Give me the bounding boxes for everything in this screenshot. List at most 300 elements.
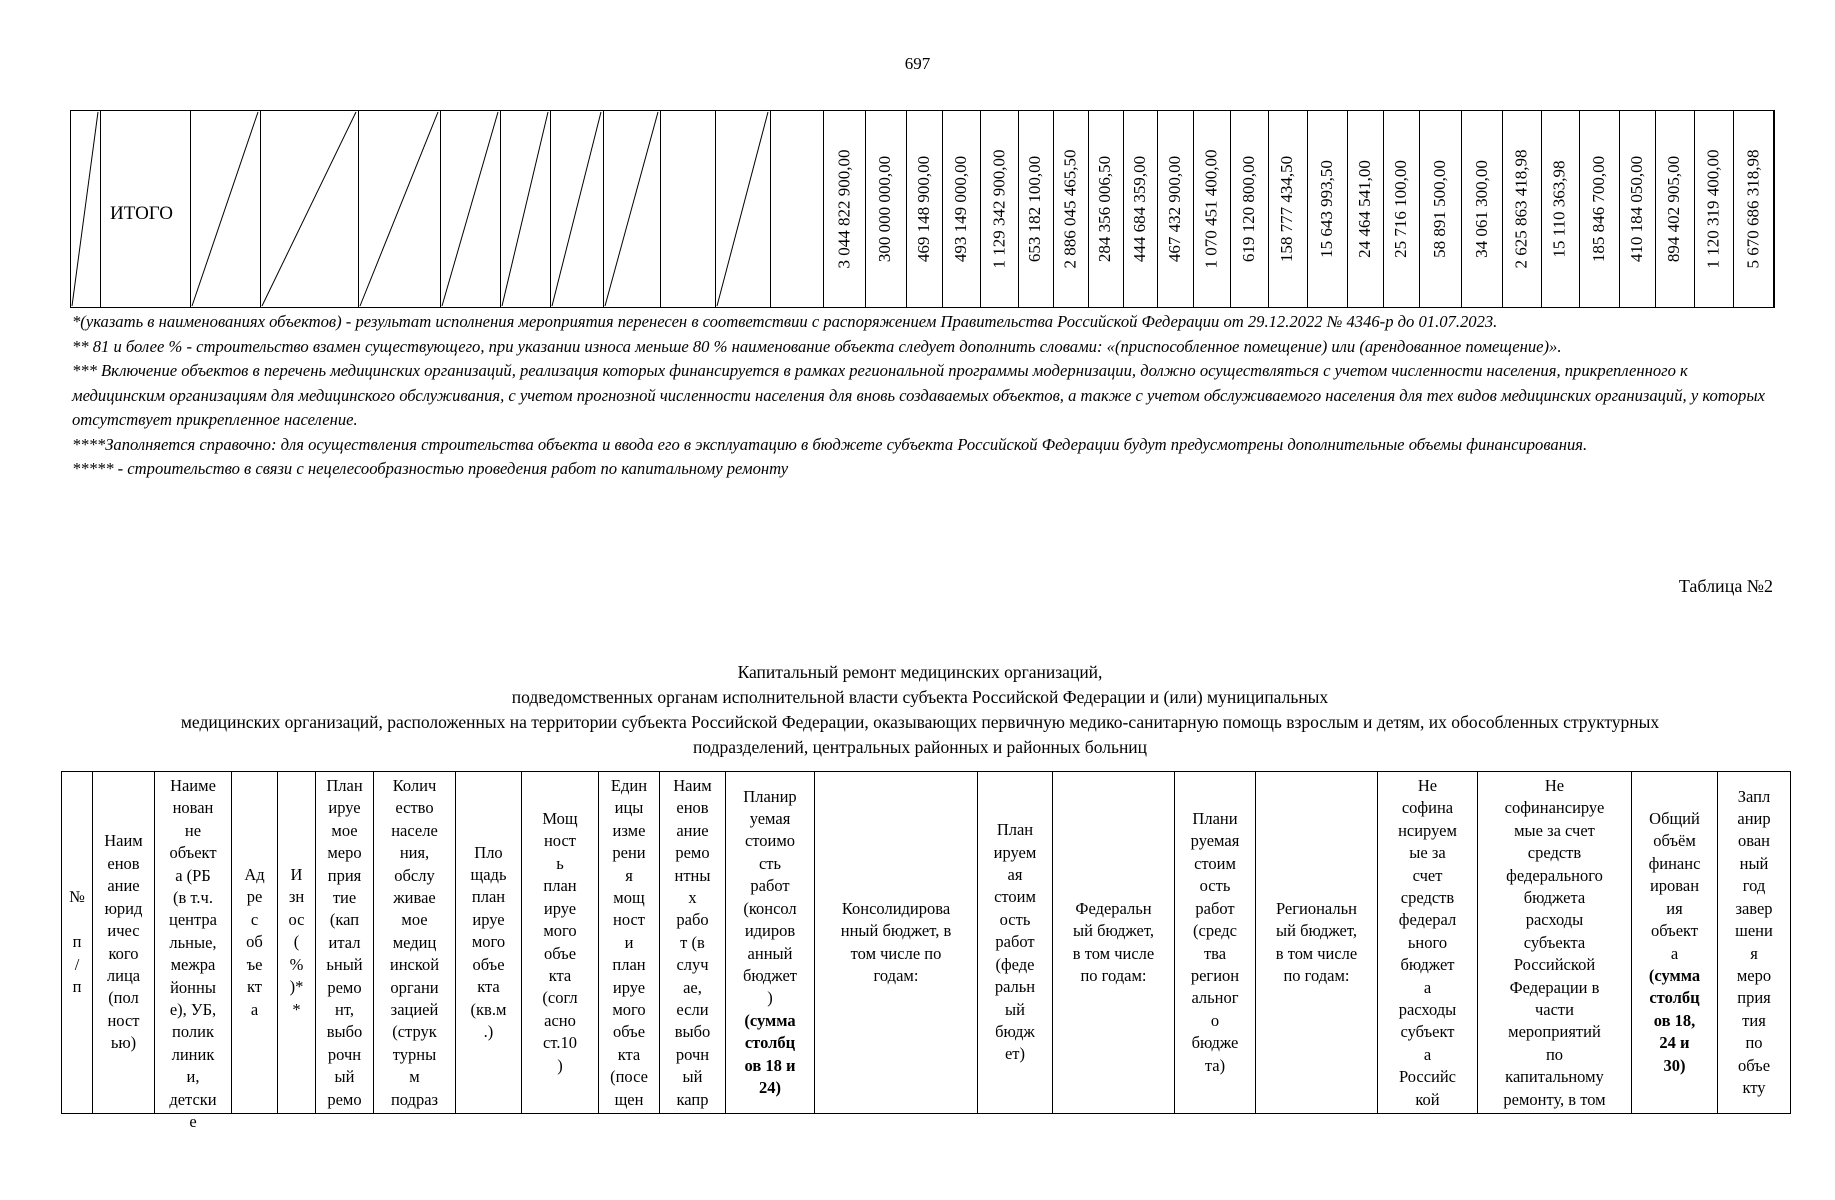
- header-text-line: ируе: [612, 977, 646, 997]
- header-text-line: (согл: [542, 988, 578, 1008]
- header-text-line: инской: [389, 955, 440, 975]
- header-text-line-bold: ов 18 и: [744, 1055, 796, 1075]
- header-text-line: населе: [391, 820, 438, 840]
- header-text-line: федерального: [1506, 865, 1603, 885]
- header-text-line: по: [1545, 1044, 1564, 1064]
- total-value: 15 643 993,50: [1317, 160, 1336, 258]
- total-value-cell: [1157, 110, 1193, 308]
- header-text-line: план: [471, 887, 506, 907]
- total-value-cell: [823, 110, 865, 308]
- header-text-line: Не: [1544, 776, 1565, 795]
- header-text-line: объе: [543, 943, 577, 963]
- header-text-line: ): [557, 1055, 563, 1075]
- header-text-line: прия: [1737, 988, 1771, 1008]
- header-text-line: ый бюджет,: [1276, 921, 1357, 941]
- total-value: 15 110 363,98: [1550, 160, 1569, 258]
- total-value: 284 356 006,50: [1095, 155, 1115, 263]
- header-text-line: мого: [543, 921, 577, 941]
- total-value-cell: [980, 110, 1018, 308]
- header-text-line: тва: [1203, 943, 1227, 963]
- empty-cell-slash: [262, 112, 356, 306]
- header-text-line: ый: [1005, 999, 1025, 1019]
- header-text-line: енов: [676, 798, 709, 818]
- header-text-line: Колич: [392, 776, 437, 795]
- header-text-line: бюдж: [995, 1021, 1035, 1041]
- header-column: [599, 772, 660, 1113]
- header-column: [1718, 772, 1790, 1113]
- header-text-line: объе: [1737, 1055, 1771, 1075]
- header-text-line: ируем: [993, 842, 1037, 862]
- header-text-line: №: [69, 887, 85, 907]
- header-text-line: капитальному: [1505, 1067, 1604, 1087]
- header-text-line: ремо: [327, 977, 362, 997]
- header-text-line: План: [996, 820, 1034, 840]
- header-column: [62, 772, 93, 1113]
- header-text-line: т (в: [680, 932, 705, 952]
- header-text-line: Не: [1417, 776, 1438, 795]
- empty-cell-slash: [72, 112, 98, 306]
- header-text-line: ичес: [107, 921, 140, 941]
- header-text-line: (пол: [108, 988, 139, 1008]
- empty-cell-slash: [717, 112, 768, 306]
- total-value: 300 000 000,00: [875, 155, 895, 263]
- header-text-line: План: [326, 776, 363, 795]
- header-text-line: год: [1742, 876, 1766, 896]
- total-value: 1 129 342 900,00: [989, 149, 1008, 269]
- header-text-line: нт,: [335, 1000, 354, 1020]
- total-value-cell: [1383, 110, 1419, 308]
- header-text-line: ност: [107, 1010, 140, 1030]
- header-column: [1256, 772, 1378, 1113]
- header-text-line: щадь: [470, 865, 507, 885]
- total-value: 493 149 000,00: [951, 155, 970, 263]
- header-text-line: план: [543, 876, 577, 896]
- header-text-line: зацией: [390, 1000, 439, 1020]
- header-text-line: расходы: [1398, 1000, 1457, 1020]
- title-line: медицинских организаций, расположенных на территории субъекта Российской Федерации, оказывающих первичную медико-санитарную помощь взрослым и детям, их обособленных структурных: [180, 712, 1660, 732]
- header-text-line: ован: [1738, 831, 1770, 851]
- header-text-line: по: [1745, 1033, 1763, 1053]
- header-column: [1632, 772, 1718, 1113]
- header-text-line: [69, 909, 85, 931]
- header-text-line: мое: [401, 910, 428, 930]
- header-column: [374, 772, 456, 1113]
- header-text-line: Консолидирова: [841, 898, 951, 918]
- table-title: [70, 660, 1770, 760]
- total-value: 24 464 541,00: [1355, 160, 1374, 258]
- total-value-cell: [1347, 110, 1383, 308]
- header-text-line: юрид: [104, 898, 143, 918]
- total-value: 467 432 900,00: [1165, 155, 1184, 263]
- title-line: подразделений, центральных районных и районных больниц: [692, 737, 1148, 757]
- header-text-line: том числе по: [850, 943, 942, 963]
- header-text-line: органи: [390, 977, 439, 997]
- header-text-line-bold: 24 и: [1659, 1033, 1690, 1053]
- header-column: [1175, 772, 1256, 1113]
- header-text-line: регион: [1190, 965, 1240, 985]
- header-text-line: мероприятий: [1508, 1022, 1601, 1042]
- header-text-line: а (РБ: [175, 865, 211, 885]
- header-text-line: капр: [676, 1089, 709, 1109]
- total-value: 2 886 045 465,50: [1060, 149, 1080, 269]
- total-value: 653 182 100,00: [1025, 155, 1045, 263]
- header-text-line: кта: [477, 977, 500, 997]
- header-text-line: Плани: [1192, 809, 1238, 829]
- header-text-line: итал: [328, 932, 361, 952]
- empty-cell-slash: [605, 112, 658, 306]
- header-column: [155, 772, 232, 1132]
- total-value: 2 625 863 418,98: [1511, 149, 1531, 269]
- total-value-cell: [1307, 110, 1347, 308]
- header-text-line: кого: [108, 943, 139, 963]
- page-number: 697: [904, 54, 931, 73]
- header-text-line: Российской: [1513, 955, 1596, 975]
- header-text-line: меро: [1736, 965, 1772, 985]
- header-text-line: ральн: [994, 977, 1036, 997]
- total-value-cell: [1088, 110, 1123, 308]
- header-column: [815, 772, 978, 1113]
- header-text-line: ный: [1739, 853, 1769, 873]
- header-text-line: межра: [170, 955, 216, 975]
- header-text-line: случ: [676, 955, 709, 975]
- header-text-line: подраз: [390, 1089, 439, 1109]
- header-text-line: ет): [1004, 1044, 1025, 1064]
- header-text-line: о: [1210, 1010, 1220, 1030]
- header-text-line: ый: [334, 1067, 355, 1087]
- header-text-line: бюджет: [1400, 955, 1455, 975]
- total-value-cell: [1694, 110, 1733, 308]
- header-text-line: мое: [331, 820, 358, 840]
- header-text-line: (консол: [743, 898, 797, 918]
- header-text-line: (кв.м: [470, 999, 507, 1019]
- total-value-cell: [1053, 110, 1088, 308]
- header-text-line: ь: [556, 853, 564, 873]
- header-column: [522, 772, 599, 1113]
- header-text-line: мого: [612, 1000, 646, 1020]
- header-text-line: ремонту, в том: [1503, 1089, 1606, 1109]
- footnote-2: ** 81 и более % - строительство взамен существующего, при указании износа меньше 80 % наименование объекта следует дополнить словами: «(приспособленное помещение) или (арендованное помещение)».: [72, 336, 1562, 356]
- header-text-line: средств: [1400, 888, 1455, 908]
- header-text-line: ая: [1007, 865, 1023, 885]
- footnote-3: *** Включение объектов в перечень медицинских организаций, реализация которых финансируется в рамках региональной программы модернизации, должно осуществляться с учетом численности населения, прикрепленного к медицинским организациям для медицинского обслуживания, с учетом прогнозной численности населения для вновь создаваемых объектов, а также с учетом обслуживаемого населения для тех видов медицинских организаций, у которых отсутствует прикрепленное население.: [72, 361, 1765, 429]
- header-text-line: Пло: [474, 842, 503, 862]
- header-text-line: стоимо: [744, 831, 796, 851]
- header-text-line: льные,: [169, 932, 217, 952]
- header-column: [93, 772, 155, 1113]
- header-text-line: ество: [395, 798, 434, 818]
- header-text-line: Ад: [244, 865, 265, 885]
- total-value: 185 846 700,00: [1589, 155, 1608, 263]
- total-value: 1 120 319 400,00: [1703, 149, 1723, 269]
- header-text-line: объект: [1650, 921, 1699, 941]
- header-text-line-bold: столбц: [1649, 988, 1700, 1008]
- header-text-line: кта: [548, 965, 572, 985]
- header-text-line: ): [767, 988, 773, 1008]
- header-text-line: мощ: [613, 888, 645, 908]
- header-text-line: Региональн: [1275, 898, 1357, 918]
- empty-cell-slash: [442, 112, 498, 306]
- header-text-line: сть: [758, 853, 782, 873]
- header-text-line: бюджета: [1523, 888, 1586, 908]
- total-value-cell: [1541, 110, 1579, 308]
- header-text-line: работ: [1195, 898, 1235, 918]
- header-text-line: бюджет: [743, 965, 797, 985]
- total-value-cell: [1655, 110, 1694, 308]
- header-text-line: )*: [289, 977, 304, 997]
- header-text-line: ност: [612, 910, 646, 930]
- header-text-line-bold: столбц: [744, 1033, 796, 1053]
- header-column: [1053, 772, 1175, 1113]
- header-text-line: ремо: [327, 1089, 362, 1109]
- header-text-line: ируе: [328, 798, 361, 818]
- header-text-line: стоим: [1194, 853, 1236, 873]
- header-text-line: Планир: [743, 786, 797, 806]
- header-text-line: мого: [471, 932, 506, 952]
- total-value: 1 070 451 400,00: [1201, 149, 1221, 269]
- header-text-line-bold: (сумма: [1648, 965, 1701, 985]
- header-text-line: нсируем: [1398, 820, 1457, 840]
- empty-cell-slash: [502, 112, 548, 306]
- header-text-line: (в т.ч.: [173, 888, 213, 908]
- header-column: [978, 772, 1053, 1113]
- total-value: 410 184 050,00: [1627, 155, 1646, 263]
- header-text-line: не: [184, 820, 202, 840]
- header-text-line: линик: [171, 1044, 215, 1064]
- total-value-cell: [906, 110, 942, 308]
- header-column: [1378, 772, 1478, 1113]
- header-text-line: объе: [472, 954, 505, 974]
- header-text-line: если: [676, 1000, 709, 1020]
- header-text-line: (посе: [610, 1067, 648, 1087]
- header-text-line: ност: [543, 831, 576, 851]
- header-text-line: по годам:: [1080, 965, 1147, 985]
- header-text-line: е), УБ,: [169, 1000, 217, 1020]
- header-text-line: ос: [288, 909, 305, 929]
- total-value: 25 716 100,00: [1391, 160, 1410, 258]
- total-value: 3 044 822 900,00: [834, 149, 853, 269]
- header-text-line-bold: (сумма: [744, 1010, 796, 1030]
- header-text-line: Российс: [1398, 1067, 1457, 1087]
- header-text-line: ия: [1666, 898, 1683, 918]
- header-column: [660, 772, 726, 1113]
- header-text-line: ьного: [1407, 932, 1448, 952]
- title-line: подведомственных органам исполнительной власти субъекта Российской Федерации и (или) муниципальных: [511, 687, 1329, 707]
- total-value-cell: [1502, 110, 1541, 308]
- header-text-line: субъект: [1400, 1022, 1455, 1042]
- header-text-line: Федеральн: [1075, 898, 1152, 918]
- header-text-line: (кап: [329, 910, 360, 930]
- title-line: Капитальный ремонт медицинских организаций,: [737, 662, 1103, 682]
- header-text-line: об: [246, 932, 263, 952]
- header-column: [1478, 772, 1632, 1113]
- header-text-line: мые за счет: [1514, 820, 1595, 840]
- header-text-line: *: [292, 999, 301, 1019]
- total-value-cell: [1230, 110, 1268, 308]
- header-text-line: части: [1534, 1000, 1574, 1020]
- empty-cell-slash: [360, 112, 438, 306]
- total-value-cell: [1123, 110, 1157, 308]
- header-text-line: я: [625, 865, 633, 885]
- header-text-line: рени: [612, 843, 646, 863]
- header-text-line: софинансируе: [1504, 798, 1605, 818]
- header-text-line: бюдже: [1191, 1033, 1239, 1053]
- header-text-line: ью): [110, 1033, 137, 1053]
- header-text-line: кт: [246, 977, 262, 997]
- header-text-line: выбо: [674, 1022, 711, 1042]
- empty-cell-slash: [552, 112, 601, 306]
- total-value-cell: [1419, 110, 1461, 308]
- header-text-line: Запл: [1737, 786, 1771, 806]
- header-text-line: счет: [1412, 865, 1443, 885]
- header-text-line: е: [189, 1112, 197, 1132]
- header-text-line: йонны: [170, 977, 216, 997]
- header-text-line: турны: [392, 1044, 437, 1064]
- header-text-line: Мощ: [542, 809, 578, 829]
- header-text-line: нтны: [674, 865, 711, 885]
- header-text-line: (феде: [995, 954, 1035, 974]
- header-text-line: объём: [1653, 831, 1696, 851]
- header-text-line: софина: [1401, 798, 1454, 818]
- header-text-line: идиров: [744, 921, 796, 941]
- header-text-line: тия: [1742, 1010, 1766, 1030]
- header-text-line: ирован: [1649, 876, 1700, 896]
- totals-table: [70, 110, 1774, 308]
- header-text-line: ость: [999, 909, 1031, 929]
- header-text-line: %: [289, 954, 304, 974]
- header-text-line: м: [409, 1067, 420, 1087]
- header-text-line: ый бюджет,: [1073, 921, 1154, 941]
- header-text-line: п: [72, 977, 82, 997]
- header-text-line: Общий: [1649, 809, 1700, 829]
- header-column: [726, 772, 815, 1113]
- header-text-line-bold: 30): [1663, 1055, 1686, 1075]
- header-text-line: а: [1670, 943, 1679, 963]
- header-text-line: та): [1204, 1055, 1226, 1075]
- header-text-line: альног: [1191, 988, 1239, 1008]
- header-text-line: ируе: [472, 909, 505, 929]
- header-text-line: выбо: [326, 1022, 363, 1042]
- total-value: 34 061 300,00: [1471, 160, 1491, 258]
- header-text-line: прия: [327, 865, 362, 885]
- total-value: 158 777 434,50: [1277, 155, 1297, 263]
- header-text-line: ае,: [683, 977, 702, 997]
- header-text-line: анир: [1737, 809, 1771, 829]
- header-text-line: анный: [747, 943, 793, 963]
- header-text-line: в том числе: [1275, 943, 1358, 963]
- header-text-line: живае: [393, 888, 436, 908]
- header-text-line: с: [250, 909, 259, 929]
- header-text-line: работ: [750, 876, 790, 896]
- header-text-line: завер: [1735, 898, 1773, 918]
- header-text-line: я: [1750, 943, 1758, 963]
- header-text-line: план: [612, 955, 646, 975]
- header-text-line: И: [290, 865, 303, 885]
- total-value-cell: [865, 110, 906, 308]
- header-text-line: тие: [332, 888, 357, 908]
- header-text-line: рочн: [327, 1044, 362, 1064]
- header-text-line: федерал: [1398, 910, 1457, 930]
- header-text-line: годам:: [873, 965, 919, 985]
- header-text-line: кта: [617, 1044, 641, 1064]
- header-text-line: средств: [1527, 843, 1582, 863]
- header-text-line: рочн: [675, 1044, 710, 1064]
- header-text-line: Наим: [104, 831, 143, 851]
- header-text-line: изме: [612, 820, 646, 840]
- header-text-line: работ: [995, 932, 1035, 952]
- total-value-cell: [1461, 110, 1502, 308]
- header-text-line: по годам:: [1283, 965, 1350, 985]
- header-text-line: п: [72, 932, 82, 952]
- total-value: 5 670 686 318,98: [1743, 149, 1763, 269]
- header-text-line: ния,: [399, 843, 430, 863]
- total-value-cell: [942, 110, 980, 308]
- header-text-line: ъе: [246, 954, 263, 974]
- header-text-line: руемая: [1190, 831, 1240, 851]
- header-text-line: а: [1423, 977, 1432, 997]
- header-text-line: рабо: [676, 910, 709, 930]
- header-text-line: и,: [186, 1067, 200, 1087]
- header-text-line: асно: [544, 1010, 576, 1030]
- header-text-line: Федерации в: [1509, 977, 1600, 997]
- header-text-line: ость: [1199, 876, 1231, 896]
- header-text-line: Наим: [673, 776, 712, 795]
- header-text-line: кой: [1415, 1089, 1440, 1109]
- header-text-line: детски: [169, 1089, 217, 1109]
- header-text-line: расходы: [1525, 910, 1584, 930]
- header-text-line: центра: [169, 910, 217, 930]
- header-column: [278, 772, 316, 1113]
- header-text-line: кту: [1742, 1077, 1766, 1097]
- header-text-line: финанс: [1648, 853, 1701, 873]
- header-text-line: Един: [610, 776, 648, 795]
- header-text-line: стоим: [994, 887, 1036, 907]
- total-value: 58 891 500,00: [1430, 160, 1449, 258]
- header-text-line: (средс: [1193, 921, 1237, 941]
- header-text-line: (струк: [392, 1022, 437, 1042]
- header-text-line: а: [250, 999, 259, 1019]
- total-value-cell: [1733, 110, 1774, 308]
- total-value: 444 684 359,00: [1130, 155, 1149, 263]
- header-text-line-bold: ов 18,: [1653, 1010, 1696, 1030]
- header-text-line: шени: [1735, 921, 1773, 941]
- header-text-line: ст.10: [543, 1033, 577, 1053]
- footnote-4: ****Заполняется справочно: для осуществления строительства объекта и ввода его в эксплуатацию в бюджете субъекта Российской Федерации будут предусмотрены дополнительные объемы финансирования.: [72, 434, 1588, 454]
- header-text-line: в том числе: [1072, 943, 1155, 963]
- header-text-line: .): [483, 1021, 494, 1041]
- header-text-line: обслу: [394, 865, 435, 885]
- header-text-line: ание: [676, 820, 709, 840]
- header-text-line: ремо: [675, 843, 710, 863]
- table-number: Таблица №2: [1678, 576, 1773, 596]
- header-text-line: ре: [246, 887, 263, 907]
- footnotes: [72, 310, 1772, 482]
- header-text-line: уемая: [749, 809, 791, 829]
- total-value: 894 402 905,00: [1664, 155, 1684, 263]
- header-text-line: ицы: [614, 798, 644, 818]
- total-value: 469 148 900,00: [914, 155, 933, 263]
- header-text-line: х: [688, 888, 697, 908]
- header-text-line: объе: [612, 1022, 646, 1042]
- total-value-cell: [1579, 110, 1619, 308]
- capital-repair-table-header: [61, 771, 1791, 1132]
- header-column: [316, 772, 374, 1113]
- header-text-line: ые за: [1409, 843, 1446, 863]
- header-text-line: нован: [172, 798, 214, 818]
- header-text-line: и: [624, 932, 634, 952]
- header-text-line: лица: [106, 965, 141, 985]
- total-value: 619 120 800,00: [1239, 155, 1258, 263]
- total-label: ИТОГО: [110, 203, 174, 224]
